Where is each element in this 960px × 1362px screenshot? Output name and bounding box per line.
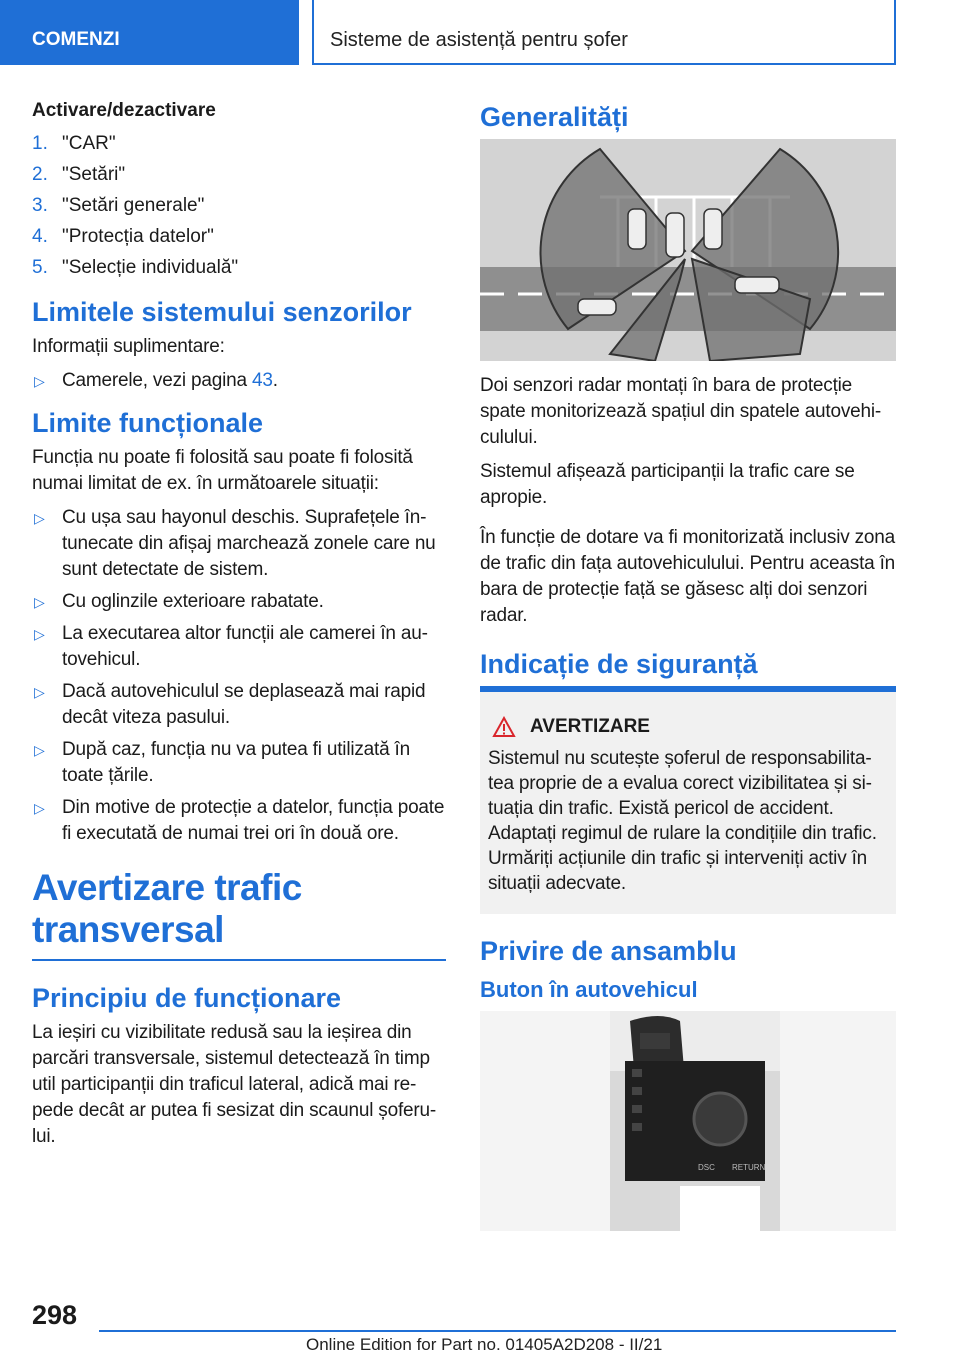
bullet-text: La executarea altor funcții ale camerei în au-tovehicul. [62,623,428,670]
list-item [32,589,446,615]
general-paragraph-3: În funcție de dotare va fi monitorizată inclusiv zona de trafic din fața autovehiculului. Pentru aceasta în bara de protecție față se găsesc alți doi senzori radar. [480,527,896,626]
center-console-illustration [480,1011,896,1231]
bullet-triangle-icon: ▷ [34,626,45,642]
bullet-triangle-icon: ▷ [34,684,45,700]
principle-heading: Principiu de funcționare [32,983,342,1013]
list-item [32,795,446,847]
step-item [32,190,446,221]
right-column [480,100,896,1231]
limits-intro: Informații suplimentare: [32,336,225,357]
bullet-triangle-icon: ▷ [34,800,45,816]
limits-bullet-suffix: . [272,370,278,391]
limits-bullets [32,368,446,394]
step-number: 3. [32,195,48,216]
step-text: "CAR" [62,133,116,154]
list-item [32,679,446,731]
step-text: "Protecția datelor" [62,226,214,247]
step-number: 2. [32,164,48,185]
bullet-triangle-icon: ▷ [34,373,45,389]
general-paragraph-2: Sistemul afișează participanții la trafic care se apropie. [480,461,855,508]
step-number: 1. [32,133,48,154]
bullet-triangle-icon: ▷ [34,510,45,526]
principle-text: La ieșiri cu vizibilitate redusă sau la ieșirea din parcări transversale, sistemul detectează în timp util participanții din traficul lateral, adică mai re-pede decât ar putea fi sesizat din scaunul șoferu-lui. [32,1022,437,1147]
list-item [32,368,446,394]
footer-edition: Online Edition for Part no. 01405A2D208 - II/21 [306,1335,663,1354]
radar-coverage-illustration [480,139,896,361]
step-item [32,221,446,252]
page-link[interactable]: 43 [251,370,273,391]
step-number: 4. [32,226,48,247]
center-console-photo [480,1011,896,1231]
step-text: "Setări" [62,164,126,185]
bullet-triangle-icon: ▷ [34,594,45,610]
limits-bullet-prefix: Camerele, vezi pagina [62,370,247,391]
list-item [32,621,446,673]
warning-text: Sistemul nu scutește șoferul de responsabilita-tea proprie de a evalua corect vizibilitatea și si-tuația din trafic. Există pericol de accident. Adaptați regimul de rulare la condițiile din trafic. Urmăriți acțiunile din trafic și interveniți activ în situații adecvate. [488,748,877,894]
dsc-button-label[interactable]: DSC [698,1163,715,1172]
functional-bullets [32,505,446,847]
list-item [32,737,446,789]
step-item [32,128,446,159]
safety-heading: Indicație de siguranță [480,649,758,679]
radar-diagram [480,139,896,361]
functional-heading: Limite funcționale [32,408,264,438]
step-item [32,252,446,283]
bullet-text: Cu oglinzile exterioare rabatate. [62,591,324,612]
header-section-tab[interactable]: COMENZI [0,0,299,65]
step-text: "Selecție individuală" [62,257,239,278]
bullet-text: Din motive de protecție a datelor, funcția poate fi executată de numai trei ori în două ore. [62,797,445,844]
activation-steps [32,128,446,283]
general-heading: Generalități [480,102,629,132]
step-text: "Setări generale" [62,195,205,216]
step-item [32,159,446,190]
chapter-title: Avertizare trafic transversal [32,867,446,961]
limits-heading: Limitele sistemului senzorilor [32,297,412,327]
page-number: 298 [32,1300,78,1330]
footer-divider [99,1330,896,1332]
warning-title: AVERTIZARE [530,716,650,737]
button-heading: Buton în autovehicul [480,977,698,1002]
activation-heading: Activare/dezactivare [32,100,216,121]
warning-box [480,686,896,914]
bullet-text: Cu ușa sau hayonul deschis. Suprafețele în-tunecate din afișaj marchează zonele care nu sunt detectate de sistem. [62,507,436,580]
warning-triangle-icon [492,716,516,738]
bullet-triangle-icon: ▷ [34,742,45,758]
header-chapter-title: Sisteme de asistență pentru șofer [312,0,896,65]
bullet-text: După caz, funcția nu va putea fi utilizată în toate țările. [62,739,410,786]
overview-heading: Privire de ansamblu [480,936,737,966]
left-column [32,100,446,1158]
step-number: 5. [32,257,48,278]
list-item [32,505,446,583]
general-paragraph-1: Doi senzori radar montați în bara de protecție spate monitorizează spațiul din spatele autovehi-culului. [480,375,882,448]
functional-intro: Funcția nu poate fi folosită sau poate fi folosită numai limitat de ex. în următoarele situații: [32,447,413,494]
warning-title-row [492,716,888,738]
bullet-text: Dacă autovehiculul se deplasează mai rapid decât viteza pasului. [62,681,426,728]
return-button-label[interactable]: RETURN [732,1163,766,1172]
